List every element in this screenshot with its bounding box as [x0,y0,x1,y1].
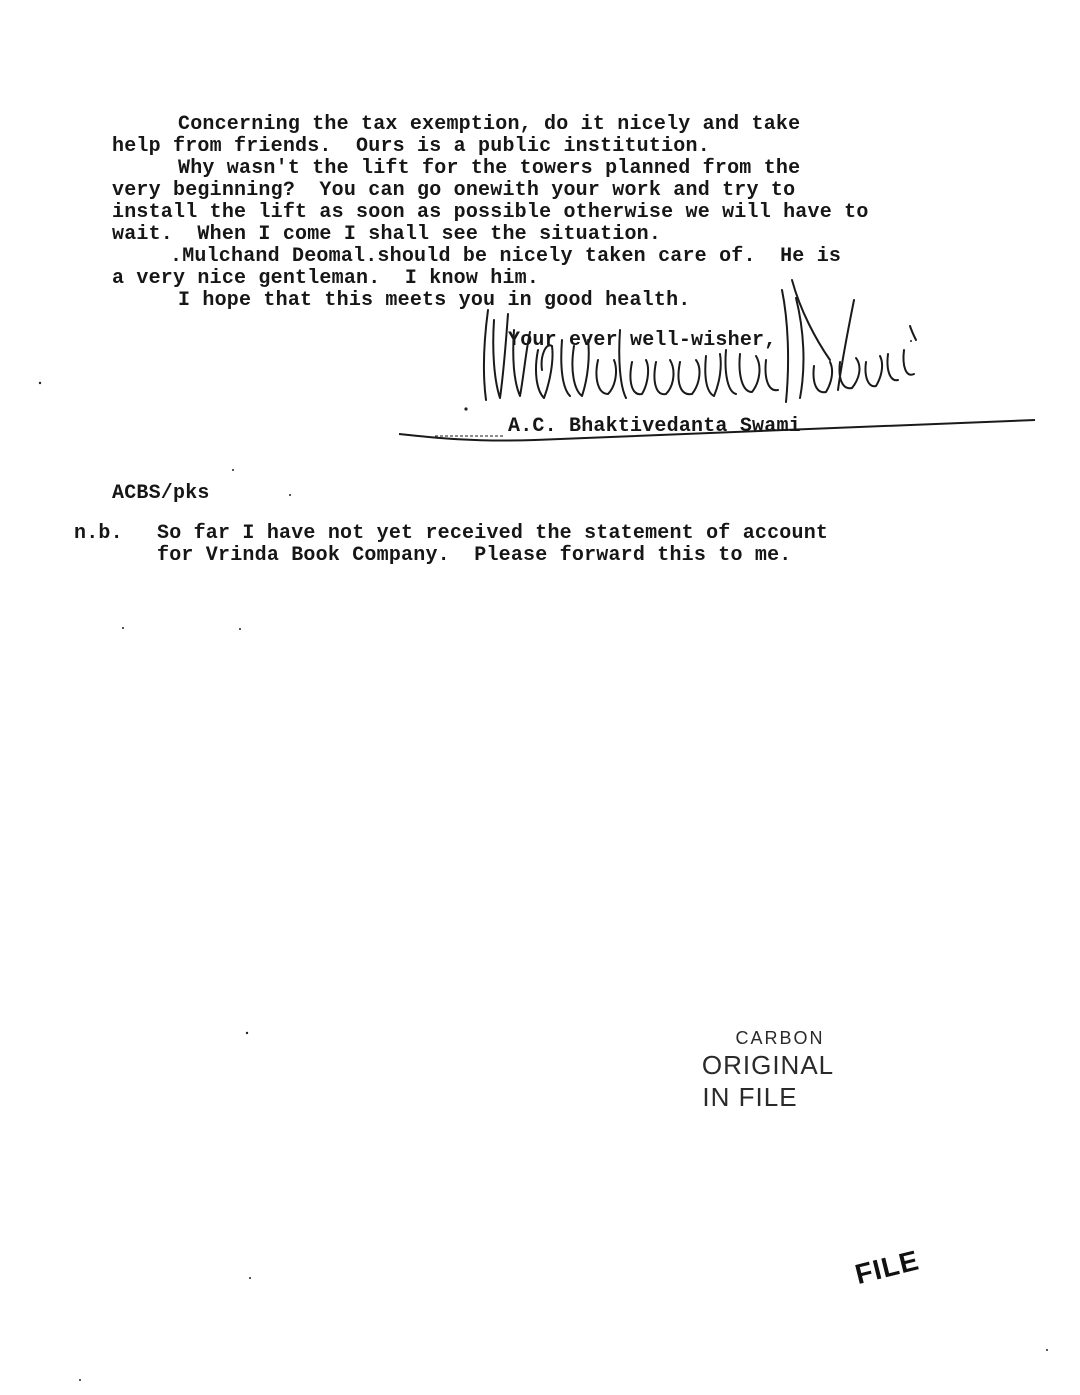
letter-line: install the lift as soon as possible otherwise we will have to [112,201,869,224]
nb-label: n.b. [74,522,123,545]
letter-line: very beginning? You can go onewith your work and try to [112,179,796,202]
nb-line: for Vrinda Book Company. Please forward this to me. [157,544,792,567]
reference-initials: ACBS/pks [112,482,210,505]
original-stamp: ORIGINAL [701,1050,835,1080]
signatory-name: A.C. Bhaktivedanta Swami [508,415,801,438]
letter-line: help from friends. Ours is a public institution. [112,135,710,158]
file-stamp: FILE [852,1244,923,1291]
letter-line: Why wasn't the lift for the towers planned from the [178,157,801,180]
letter-line: a very nice gentleman. I know him. [112,267,540,290]
letter-line: I hope that this meets you in good health. [178,289,691,312]
letter-line: Concerning the tax exemption, do it nicely and take [178,113,801,136]
nb-line: So far I have not yet received the statement of account [157,522,829,545]
letter-closing: Your ever well-wisher, [508,329,777,352]
in-file-stamp: IN FILE [702,1082,798,1112]
letter-line: .Mulchand Deomal.should be nicely taken care of. He is [170,245,842,268]
carbon-stamp: CARBON [735,1028,825,1048]
letter-line: wait. When I come I shall see the situation. [112,223,662,246]
